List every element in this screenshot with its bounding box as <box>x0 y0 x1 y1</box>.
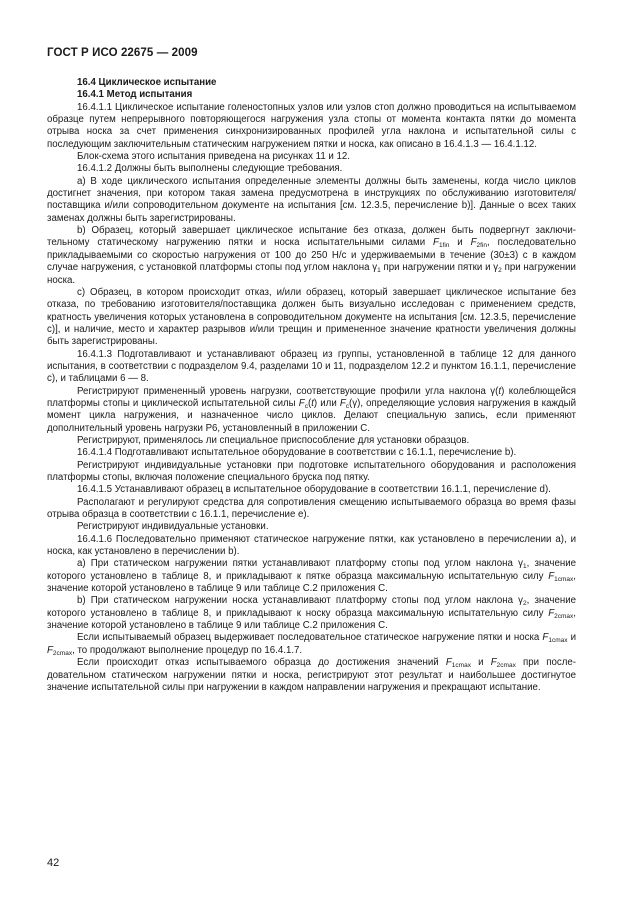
section-heading: 16.4.1 Метод испытания <box>77 89 193 101</box>
paragraph: Если испытываемый образец выдерживает последовательное статическое нагружение пятки и носка $F_{1cmax}$ и $F_{2cmax}$, то продолжают выполнение процедур по 16.4.1.7. <box>47 632 577 657</box>
paragraph: Если происходит отказ испытываемого образца до достижения значений $F_{1cmax}$ и $F_{2cmax}$ при последовательном статическом нагружении пятки и носка, регистрируют этот результат и наибольшее достигнутое значение испытательной силы при нагружении в каждом направлении нагружения и прекращают испытание. <box>47 657 577 693</box>
paragraph: 16.4.1.1 Циклическое испытание голеностопных узлов или узлов стоп должно проводиться на испытываемом образце путем непрерывного повторяющегося нагружения узла стопы от момента контакта пятки до момента отрыва носка за счет применения синхронизированных профилей угла наклона и испытательной силы с последующим заключительным статическим нагружением пятки и носка, как описано в 16.4.1.3 — 16.4.1.12. <box>47 101 576 150</box>
paragraph: 16.4.1.3 Подготавливают и устанавливают образец из группы, установленной в таблице 12 для данного испытания, в соответствии с подразделом 9.4, разделами 10 и 11, подразделом 12.2 и пунктом 16.1.1, перечисление с), и таблицами 6 — 8. <box>47 348 576 385</box>
section-heading: 16.4 Циклическое испытание <box>77 77 217 88</box>
paragraph: с) Образец, в котором происходит отказ, и/или образец, который завершает циклическое испытание без отказа, по требованию изготовителя/поставщика должен быть визуально исследован с применением средств, кратность увеличения которых установлена в сопроводительном документе на испытания [см. 12.3.5, перечисление с)], и наличие, место и характер разрывов и/или трещин и примененное значение кратности увеличения должны быть зарегистрированы. <box>47 286 576 348</box>
paragraph: Располагают и регулируют средства для сопротивления смещению испытываемого образца во время фазы отрыва образца в соответствии с 16.1.1, перечисление е). <box>47 496 576 521</box>
paragraph: а) В ходе циклического испытания определенные элементы должны быть заменены, когда число циклов достигнет значения, при котором такая замена предусмотрена в инструкциях по обслуживанию изготовителя/поставщика и/или сопроводительном документе на испытания [см. 12.3.5, перечисление b)]. Данные о всех таких заменах должны быть зарегистрированы. <box>47 175 576 224</box>
paragraph: Блок-схема этого испытания приведена на рисунках 11 и 12. <box>77 151 350 163</box>
paragraph: а) При статическом нагружении пятки устанавливают платформу стопы под углом наклона $\gamma_1$, значение которого установлено в таблице 8, и прикладывают к пятке образца максимальную испытательную силу $F_{1cmax}$, значение которой установлено в таблице 9 или таблице С.2 приложения С. <box>47 558 576 595</box>
page-number: 42 <box>47 857 60 869</box>
paragraph: Регистрируют индивидуальные установки. <box>77 521 269 533</box>
paragraph: b) Образец, который завершает циклическое испытание без отказа, должен быть подвергнут заключительному статическому нагружению пятки и носка испытательными силами $F_{1fin}$ и $F_{2fin}$, последовательно прикладываемыми со скоростью нагружения от 100 до 250 Н/с и удерживаемыми в течение (30±3) с в каждом случае нагружения, с установкой платформы стопы под углом наклона $\gamma_1$ при нагружении пятки и $\gamma_2$ при нагружении носка. <box>47 225 577 286</box>
paragraph: 16.4.1.4 Подготавливают испытательное оборудование в соответствии с 16.1.1, перечисление b). <box>77 447 517 459</box>
paragraph: b) При статическом нагружении носка устанавливают платформу стопы под углом наклона $\gamma_2$, значение которого установлено в таблице 8, и прикладывают к носку образца максимальную испытательную силу $F_{2cmax}$, значение которой установлено в таблице 9 или таблице С.2 приложения С. <box>47 595 577 632</box>
paragraph: 16.4.1.5 Устанавливают образец в испытательное оборудование в соответствии 16.1.1, перечисление d). <box>77 484 551 496</box>
paragraph: Регистрируют, применялось ли специальное приспособление для установки образцов. <box>77 434 470 446</box>
paragraph: Регистрируют индивидуальные установки при подготовке испытательного оборудования и расположения платформы стопы, включая положение специального бруска под пятку. <box>47 459 576 483</box>
document-body <box>47 77 576 694</box>
document-header: ГОСТ Р ИСО 22675 — 2009 <box>47 47 198 59</box>
paragraph: 16.4.1.6 Последовательно применяют статическое нагружение пятки, как установлено в перечислении а), и носка, как установлено в перечислении b). <box>47 533 576 558</box>
paragraph: 16.4.1.2 Должны быть выполнены следующие требования. <box>77 163 343 175</box>
paragraph: Регистрируют примененный уровень нагрузки, соответствующие профили угла наклона γ(t) колеблющейся платформы стопы и циклической испытательной силы $F_c(t)$ или $F_c(\gamma)$, определяющие условия нагружения в каждый момент цикла нагружения, и назначенное число циклов. Делают специальную запись, если применяют дополнительный уровень нагрузки Р6, установленный в приложении С. <box>47 385 577 434</box>
